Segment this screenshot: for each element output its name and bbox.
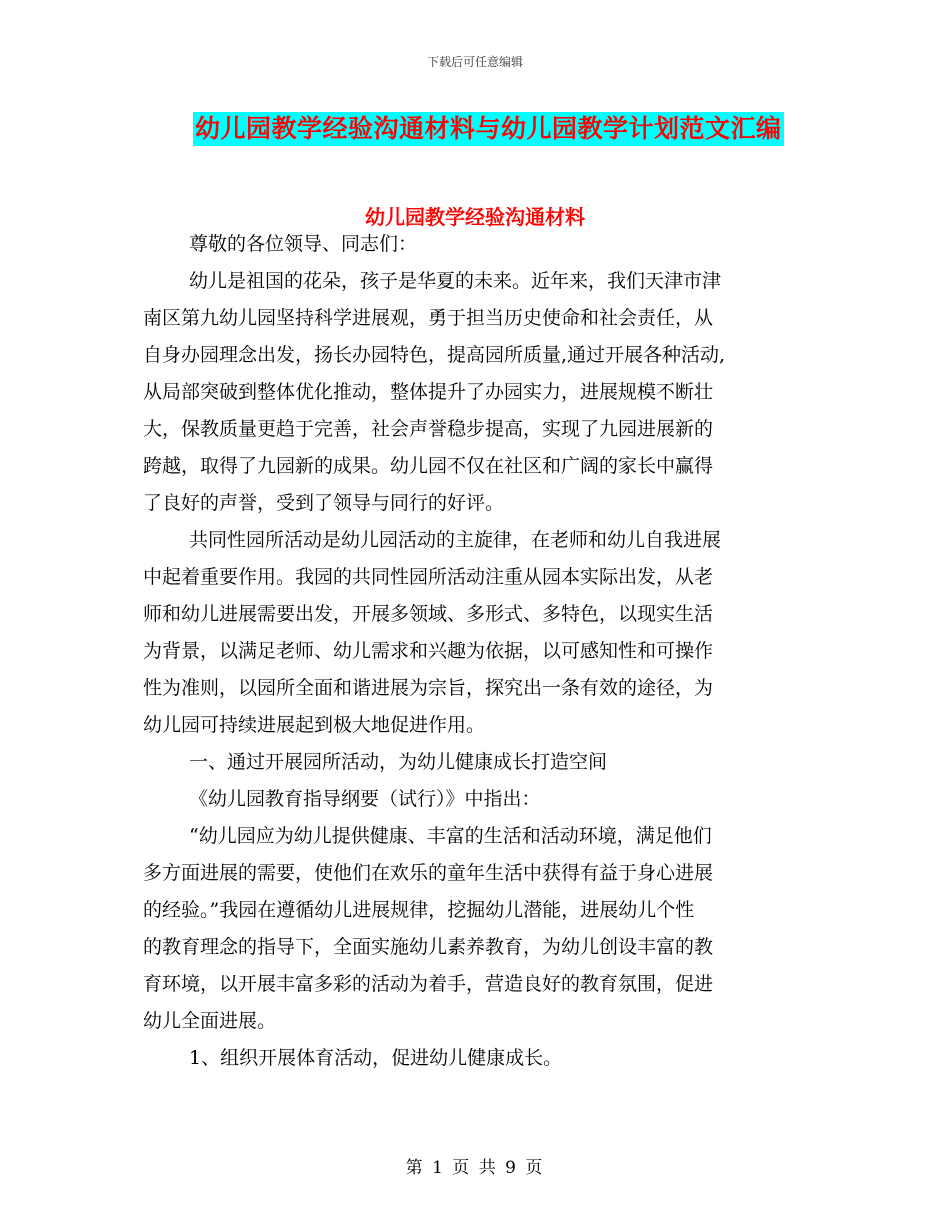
text-line: 共同性园所活动是幼儿园活动的主旋律，在老师和幼儿自我进展 xyxy=(189,529,722,551)
text-line: 性为准则，以园所全面和谐进展为宗旨，探究出一条有效的途径，为 xyxy=(143,677,714,699)
text-line: 从局部突破到整体优化推动，整体提升了办园实力，进展规模不断壮 xyxy=(143,381,714,403)
text-line: 幼儿园可持续进展起到极大地促进作用。 xyxy=(143,714,486,736)
text-line: 跨越，取得了九园新的成果。幼儿园不仅在社区和广阔的家长中赢得 xyxy=(143,455,714,477)
body-text xyxy=(143,226,803,1077)
text-line: 1、组织开展体育活动，促进幼儿健康成长。 xyxy=(189,1047,563,1069)
document-title: 幼儿园教学经验沟通材料与幼儿园教学计划范文汇编 xyxy=(193,112,784,146)
text-line: “幼儿园应为幼儿提供健康、丰富的生活和活动环境，满足他们 xyxy=(189,825,712,847)
text-line: 为背景，以满足老师、幼儿需求和兴趣为依据，以可感知性和可操作 xyxy=(143,640,714,662)
text-line: 的经验。”我园在遵循幼儿进展规律，挖掘幼儿潜能，进展幼儿个性 xyxy=(143,899,695,921)
text-line: 《幼儿园教育指导纲要（试行）》中指出： xyxy=(189,788,541,810)
text-line: 大，保教质量更趋于完善，社会声誉稳步提高，实现了九园进展新的 xyxy=(143,418,714,440)
text-line: 尊敬的各位领导、同志们： xyxy=(189,233,418,255)
page-footer: 第 1 页 共 9 页 xyxy=(405,1158,545,1178)
text-line: 中起着重要作用。我园的共同性园所活动注重从园本实际出发，从老 xyxy=(143,566,714,588)
text-line: 南区第九幼儿园坚持科学进展观，勇于担当历史使命和社会责任，从 xyxy=(143,307,714,329)
text-line: 一、通过开展园所活动，为幼儿健康成长打造空间 xyxy=(189,751,608,773)
text-line: 的教育理念的指导下，全面实施幼儿素养教育，为幼儿创设丰富的教 xyxy=(143,936,714,958)
title-block xyxy=(193,112,784,146)
text-line: 了良好的声誉，受到了领导与同行的好评。 xyxy=(143,492,505,514)
text-line: 幼儿全面进展。 xyxy=(143,1010,277,1032)
text-line: 育环境，以开展丰富多彩的活动为着手，营造良好的教育氛围，促进 xyxy=(143,973,714,995)
text-line: 师和幼儿进展需要出发，开展多领域、多形式、多特色，以现实生活 xyxy=(143,603,714,625)
text-line: 自身办园理念出发，扬长办园特色，提高园所质量,通过开展各种活动, xyxy=(143,344,726,366)
text-line: 幼儿是祖国的花朵，孩子是华夏的未来。近年来，我们天津市津 xyxy=(189,270,722,292)
page-header: 下载后可任意编辑 xyxy=(426,55,523,69)
section-title: 幼儿园教学经验沟通材料 xyxy=(365,205,585,229)
text-line: 多方面进展的需要，使他们在欢乐的童年生活中获得有益于身心进展 xyxy=(143,862,714,884)
